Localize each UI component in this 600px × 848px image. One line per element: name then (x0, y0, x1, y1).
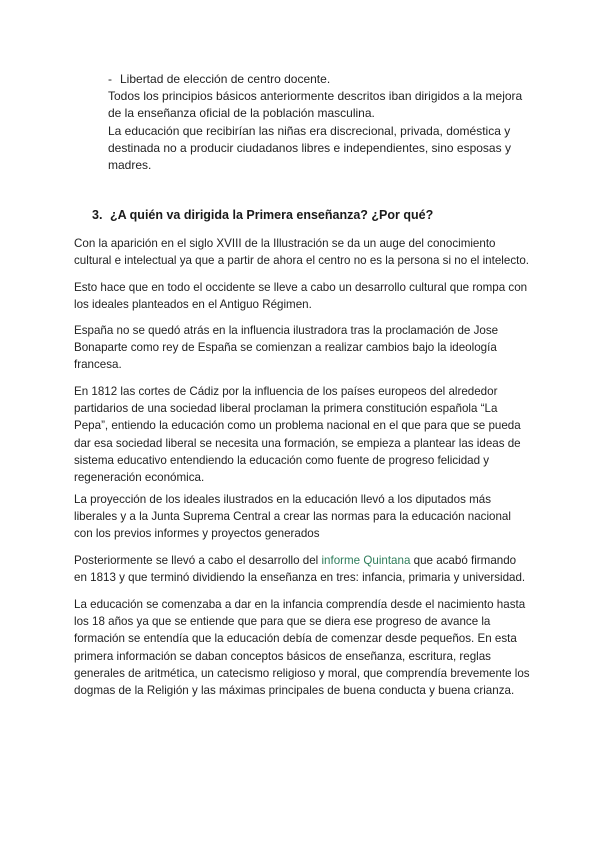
list-item-text: Libertad de elección de centro docente. (120, 72, 331, 86)
paragraph-7-text: La educación se comenzaba a dar en la infancia comprendía desde el nacimiento hasta los 18 años ya que se entiende que para que se diera ese progreso de avance la formación se entendía que la educación debía de comenzar desde pequeños. En esta primera información se daban conceptos básicos de enseñanza, escritura, reglas generales de aritmética, un catecismo religioso y moral, que comprendía brevemente los dogmas de la Religión y las máximas principales de buena conducta y buena crianza. (74, 598, 530, 698)
paragraph-4 (74, 383, 530, 486)
list-paragraph-1: Todos los principios básicos anteriormente descritos iban dirigidos a la mejora de la enseñanza oficial de la población masculina. (108, 89, 523, 121)
paragraph-6-end: que acabó firmando en 1813 y que terminó dividiendo la enseñanza en tres: infancia, primaria y universidad. (74, 554, 526, 585)
list-paragraph-2: La educación que recibirían las niñas era discrecional, privada, doméstica y destinada no a producir ciudadanos libres e independientes, sino esposas y madres. (108, 123, 511, 173)
paragraph-5 (74, 491, 530, 543)
paragraph-6-start: Posteriormente se llevó a cabo el desarrollo del (74, 554, 322, 567)
paragraph-6-text (74, 552, 530, 586)
paragraph-1 (74, 235, 530, 269)
paragraph-1-text: Con la aparición en el siglo XVIII de la Illustración se da un auge del conocimiento cultural e intelectual ya que a partir de ahora el centro no es la persona si no el intelecto. (74, 237, 530, 268)
paragraph-4-text: En 1812 las cortes de Cádiz por la influencia de los países europeos del alrededor partidarios de una sociedad liberal proclaman la primera constitución española “La Pepa”, entiendo la educación como un problema nacional en el que para que se pueda dar esa sociedad liberal se necesita una formación, se empieza a plantear las ideas de sistema educativo entendiendo la educación como fuente de progreso felicidad y regeneración económica. (74, 385, 521, 485)
section-heading (92, 208, 433, 222)
list-bullet: - (108, 72, 112, 86)
paragraph-7 (74, 596, 530, 699)
paragraph-2 (74, 279, 530, 313)
list-item (108, 71, 528, 88)
paragraph-6 (74, 552, 530, 586)
section-number: 3. (92, 208, 103, 222)
paragraph-2-text: Esto hace que en todo el occidente se lleve a cabo un desarrollo cultural que rompa con los ideales planteados en el Antiguo Régimen. (74, 281, 528, 312)
section-title: ¿A quién va dirigida la Primera enseñanza? ¿Por qué? (110, 208, 434, 222)
paragraph-5-text: La proyección de los ideales ilustrados en la educación llevó a los diputados más liberales y a la Junta Suprema Central a crear las normas para la educación nacional con los previos informes y proyectos generados (74, 493, 511, 541)
informe-quintana-link[interactable]: informe Quintana (321, 554, 411, 567)
paragraph-3 (74, 322, 530, 374)
list-block (108, 71, 528, 174)
paragraph-3-text: España no se quedó atrás en la influencia ilustradora tras la proclamación de Jose Bonaparte como rey de España se comienzan a realizar cambios bajo la ideología francesa. (74, 324, 499, 372)
